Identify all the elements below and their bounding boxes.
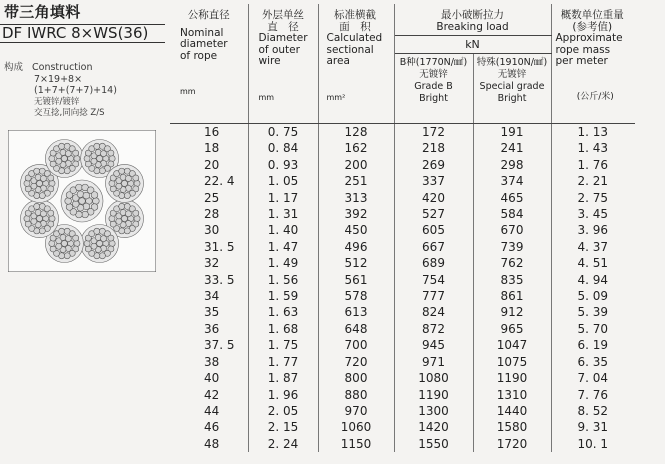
- construction-line: 无镀锌/镀锌: [34, 96, 80, 107]
- table-row: [170, 354, 635, 370]
- cell-grade-b-load: 971: [394, 354, 473, 370]
- header-diameter: 公称直径 Nominal diameter of rope mm: [170, 4, 248, 124]
- cell-diameter: 31. 5: [170, 239, 248, 255]
- cell-mass: 7. 76: [577, 387, 609, 402]
- cell-grade-b-load: 689: [394, 255, 473, 271]
- cell-wire-diameter: 0. 93: [248, 157, 318, 173]
- cell-area: 880: [318, 387, 394, 403]
- cell-diameter: 35: [170, 304, 248, 320]
- header-mass: 概数单位重量 (参考值) Approximate rope mass per meter (公斤/米): [551, 4, 635, 124]
- table-row: [170, 157, 635, 173]
- cell-mass: 1. 76: [577, 157, 609, 172]
- cell-wire-diameter: 2. 15: [248, 419, 318, 435]
- cell-grade-b-load: 1420: [394, 419, 473, 435]
- cell-special-load: 1075: [473, 354, 551, 370]
- cell-mass: 1. 43: [577, 141, 609, 156]
- cell-grade-b-load: 824: [394, 304, 473, 320]
- cell-diameter: 20: [170, 157, 248, 173]
- cell-wire-diameter: 1. 47: [248, 239, 318, 255]
- cell-special-load: 1580: [473, 419, 551, 435]
- cell-special-load: 191: [473, 124, 551, 141]
- cell-special-load: 1720: [473, 436, 551, 452]
- table-row: [170, 387, 635, 403]
- cell-special-load: 374: [473, 173, 551, 189]
- cell-special-load: 835: [473, 272, 551, 288]
- cell-grade-b-load: 1300: [394, 403, 473, 419]
- cell-grade-b-load: 605: [394, 222, 473, 238]
- cell-diameter: 36: [170, 321, 248, 337]
- cell-special-load: 1047: [473, 337, 551, 353]
- cell-special-load: 912: [473, 304, 551, 320]
- cell-grade-b-load: 1080: [394, 370, 473, 386]
- table-row: [170, 239, 635, 255]
- cell-area: 200: [318, 157, 394, 173]
- cell-diameter: 28: [170, 206, 248, 222]
- cell-diameter: 44: [170, 403, 248, 419]
- cell-special-load: 584: [473, 206, 551, 222]
- cell-area: 800: [318, 370, 394, 386]
- cell-grade-b-load: 337: [394, 173, 473, 189]
- cell-wire-diameter: 1. 75: [248, 337, 318, 353]
- product-title: 带三角填料: [4, 3, 81, 21]
- table-row: [170, 190, 635, 206]
- cell-special-load: 965: [473, 321, 551, 337]
- cell-diameter: 32: [170, 255, 248, 271]
- header-kn: kN: [394, 36, 551, 54]
- cell-special-load: 465: [473, 190, 551, 206]
- table-row: [170, 304, 635, 320]
- cell-grade-b-load: 420: [394, 190, 473, 206]
- cell-wire-diameter: 2. 05: [248, 403, 318, 419]
- cell-area: 700: [318, 337, 394, 353]
- cell-mass: 5. 70: [577, 321, 609, 336]
- cell-area: 313: [318, 190, 394, 206]
- table-row: [170, 124, 635, 141]
- cell-grade-b-load: 218: [394, 140, 473, 156]
- cell-wire-diameter: 1. 40: [248, 222, 318, 238]
- header-area: 标准横截 面 积 Calculated sectional area mm²: [318, 4, 394, 124]
- table-row: [170, 403, 635, 419]
- table-row: [170, 255, 635, 271]
- cell-wire-diameter: 1. 31: [248, 206, 318, 222]
- construction-line: (1+7+(7+7)+14): [34, 85, 117, 96]
- cell-area: 648: [318, 321, 394, 337]
- cell-special-load: 861: [473, 288, 551, 304]
- table-row: [170, 206, 635, 222]
- cell-area: 392: [318, 206, 394, 222]
- cell-wire-diameter: 1. 77: [248, 354, 318, 370]
- cell-wire-diameter: 1. 68: [248, 321, 318, 337]
- cell-diameter: 42: [170, 387, 248, 403]
- cell-wire-diameter: 1. 56: [248, 272, 318, 288]
- cell-mass: 6. 19: [577, 338, 609, 353]
- cell-mass: 4. 51: [577, 256, 609, 271]
- cell-mass: 7. 04: [577, 371, 609, 386]
- table-row: [170, 173, 635, 189]
- cell-wire-diameter: 1. 96: [248, 387, 318, 403]
- cell-area: 512: [318, 255, 394, 271]
- cell-grade-b-load: 1550: [394, 436, 473, 452]
- cell-diameter: 37. 5: [170, 337, 248, 353]
- cell-special-load: 1440: [473, 403, 551, 419]
- construction-line: 7×19+8×: [34, 73, 83, 85]
- construction-label-cn: 构成: [4, 62, 24, 73]
- cell-grade-b-load: 667: [394, 239, 473, 255]
- cell-mass: 4. 94: [577, 272, 609, 287]
- header-special-grade: 特殊(1910N/㎟) 无镀锌 Special grade Bright: [473, 54, 551, 124]
- table-row: [170, 436, 635, 452]
- cell-grade-b-load: 1190: [394, 387, 473, 403]
- cell-diameter: 30: [170, 222, 248, 238]
- cell-area: 1060: [318, 419, 394, 435]
- cell-mass: 9. 31: [577, 420, 609, 435]
- cell-wire-diameter: 0. 75: [248, 124, 318, 141]
- construction-block: [4, 62, 117, 120]
- cell-mass: 1. 13: [577, 125, 609, 139]
- spec-table: [170, 4, 635, 452]
- cell-mass: 10. 1: [577, 436, 609, 451]
- cell-mass: 2. 21: [577, 174, 609, 189]
- cell-special-load: 762: [473, 255, 551, 271]
- table-row: [170, 370, 635, 386]
- cell-grade-b-load: 945: [394, 337, 473, 353]
- cell-diameter: 25: [170, 190, 248, 206]
- cell-grade-b-load: 527: [394, 206, 473, 222]
- cell-mass: 5. 09: [577, 289, 609, 304]
- cell-grade-b-load: 172: [394, 124, 473, 141]
- cell-mass: 8. 52: [577, 403, 609, 418]
- header-outer-wire: 外层单丝 直 径 Diameter of outer wire mm: [248, 4, 318, 124]
- rope-cross-section-image: [8, 130, 156, 272]
- cell-special-load: 670: [473, 222, 551, 238]
- cell-wire-diameter: 2. 24: [248, 436, 318, 452]
- product-subtitle: DF IWRC 8×WS(36): [0, 24, 165, 43]
- cell-mass: 3. 45: [577, 207, 609, 222]
- cell-wire-diameter: 1. 87: [248, 370, 318, 386]
- cell-area: 251: [318, 173, 394, 189]
- cell-special-load: 1190: [473, 370, 551, 386]
- table-row: [170, 140, 635, 156]
- table-row: [170, 337, 635, 353]
- cell-grade-b-load: 269: [394, 157, 473, 173]
- cell-diameter: 34: [170, 288, 248, 304]
- cell-mass: 2. 75: [577, 190, 609, 205]
- cell-diameter: 46: [170, 419, 248, 435]
- table-row: [170, 288, 635, 304]
- cell-diameter: 16: [170, 124, 248, 141]
- cell-special-load: 241: [473, 140, 551, 156]
- header-grade-b: B种(1770N/㎟) 无镀锌 Grade B Bright: [394, 54, 473, 124]
- table-row: [170, 222, 635, 238]
- cell-grade-b-load: 872: [394, 321, 473, 337]
- cell-mass: 6. 35: [577, 354, 609, 369]
- cell-area: 720: [318, 354, 394, 370]
- cell-area: 561: [318, 272, 394, 288]
- cell-area: 613: [318, 304, 394, 320]
- cell-area: 128: [318, 124, 394, 141]
- cell-wire-diameter: 1. 05: [248, 173, 318, 189]
- cell-diameter: 22. 4: [170, 173, 248, 189]
- cell-special-load: 298: [473, 157, 551, 173]
- cell-mass: 4. 37: [577, 239, 609, 254]
- cell-area: 970: [318, 403, 394, 419]
- cell-special-load: 1310: [473, 387, 551, 403]
- cell-wire-diameter: 0. 84: [248, 140, 318, 156]
- left-panel: [0, 0, 168, 464]
- cell-mass: 5. 39: [577, 305, 609, 320]
- header-breaking-load: 最小破断拉力 Breaking load: [394, 4, 551, 36]
- cell-area: 162: [318, 140, 394, 156]
- cell-area: 496: [318, 239, 394, 255]
- cell-diameter: 38: [170, 354, 248, 370]
- table-row: [170, 419, 635, 435]
- cell-diameter: 40: [170, 370, 248, 386]
- cell-diameter: 18: [170, 140, 248, 156]
- construction-label-en: Construction: [32, 62, 93, 73]
- cell-grade-b-load: 754: [394, 272, 473, 288]
- cell-area: 450: [318, 222, 394, 238]
- cell-area: 578: [318, 288, 394, 304]
- spec-table-body: [170, 124, 635, 453]
- cell-diameter: 33. 5: [170, 272, 248, 288]
- construction-line: 交互捻,同向捻 Z/S: [34, 108, 105, 118]
- cell-special-load: 739: [473, 239, 551, 255]
- cell-wire-diameter: 1. 59: [248, 288, 318, 304]
- cell-grade-b-load: 777: [394, 288, 473, 304]
- cell-mass: 3. 96: [577, 223, 609, 238]
- table-row: [170, 321, 635, 337]
- cell-diameter: 48: [170, 436, 248, 452]
- cell-wire-diameter: 1. 63: [248, 304, 318, 320]
- cell-wire-diameter: 1. 17: [248, 190, 318, 206]
- cell-wire-diameter: 1. 49: [248, 255, 318, 271]
- table-row: [170, 272, 635, 288]
- cell-area: 1150: [318, 436, 394, 452]
